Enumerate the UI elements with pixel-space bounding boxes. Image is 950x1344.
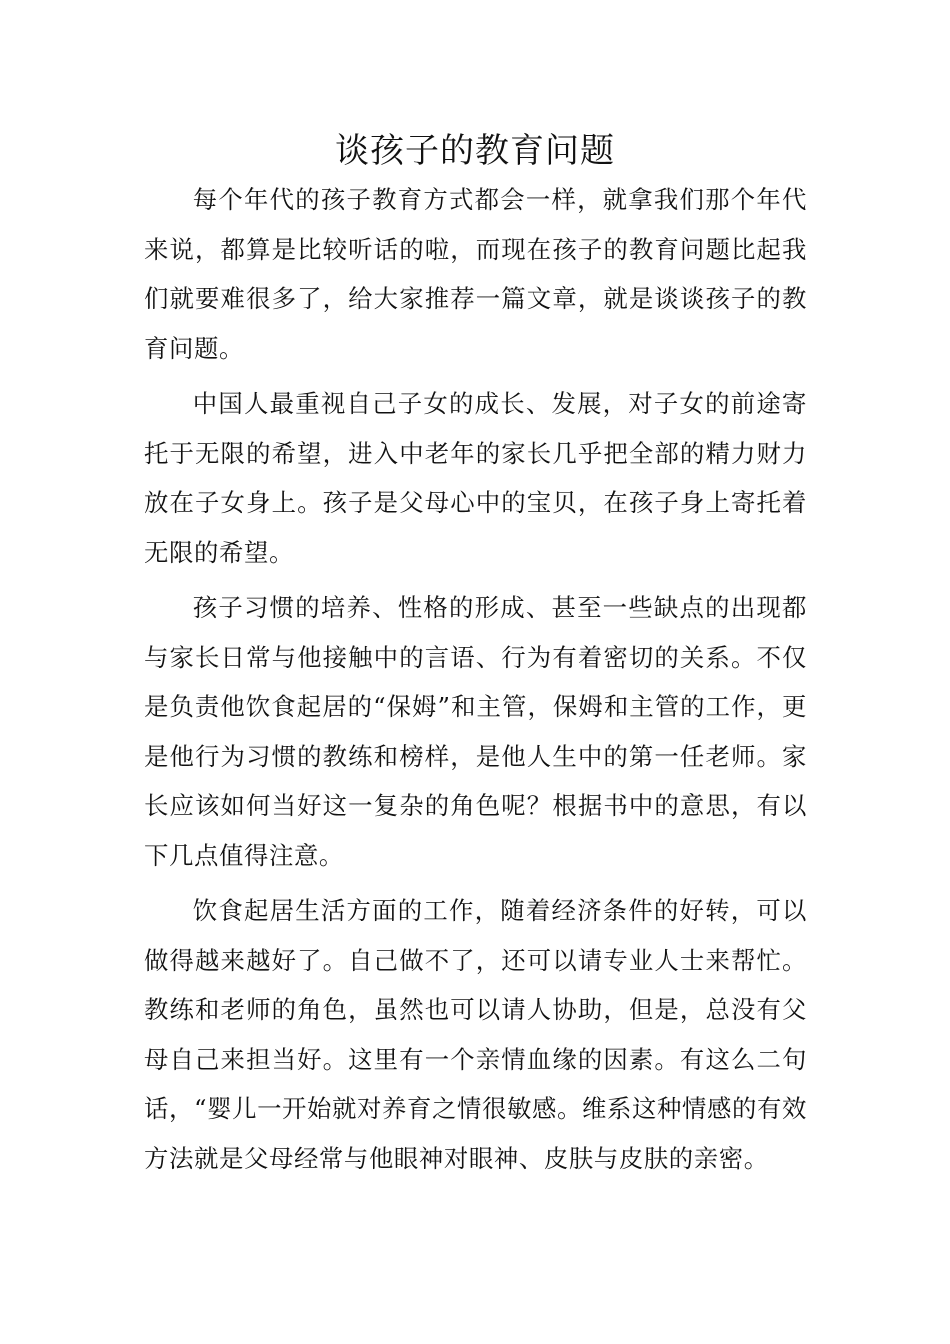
- paragraph-3: 孩子习惯的培养、性格的形成、甚至一些缺点的出现都与家长日常与他接触中的言语、行为有着密切的关系。不仅是负责他饮食起居的“保姆”和主管，保姆和主管的工作，更是他行为习惯的教练和榜样，是他人生中的第一任老师。家长应该如何当好这一复杂的角色呢？根据书中的意思，有以下几点值得注意。: [144, 593, 807, 870]
- document-body: [144, 175, 807, 1189]
- document-title: 谈孩子的教育问题: [335, 131, 615, 171]
- paragraph-4: 饮食起居生活方面的工作，随着经济条件的好转，可以做得越来越好了。自己做不了，还可以请专业人士来帮忙。教练和老师的角色，虽然也可以请人协助，但是，总没有父母自己来担当好。这里有一个亲情血缘的因素。有这么二句话，“婴儿一开始就对养育之情很敏感。维系这种情感的有效方法就是父母经常与他眼神对眼神、皮肤与皮肤的亲密。: [144, 896, 807, 1173]
- paragraph-1: 每个年代的孩子教育方式都会一样，就拿我们那个年代来说，都算是比较听话的啦，而现在孩子的教育问题比起我们就要难很多了，给大家推荐一篇文章，就是谈谈孩子的教育问题。: [144, 185, 807, 363]
- paragraph-2: 中国人最重视自己子女的成长、发展，对子女的前途寄托于无限的希望，进入中老年的家长几乎把全部的精力财力放在子女身上。孩子是父母心中的宝贝，在孩子身上寄托着无限的希望。: [144, 389, 807, 567]
